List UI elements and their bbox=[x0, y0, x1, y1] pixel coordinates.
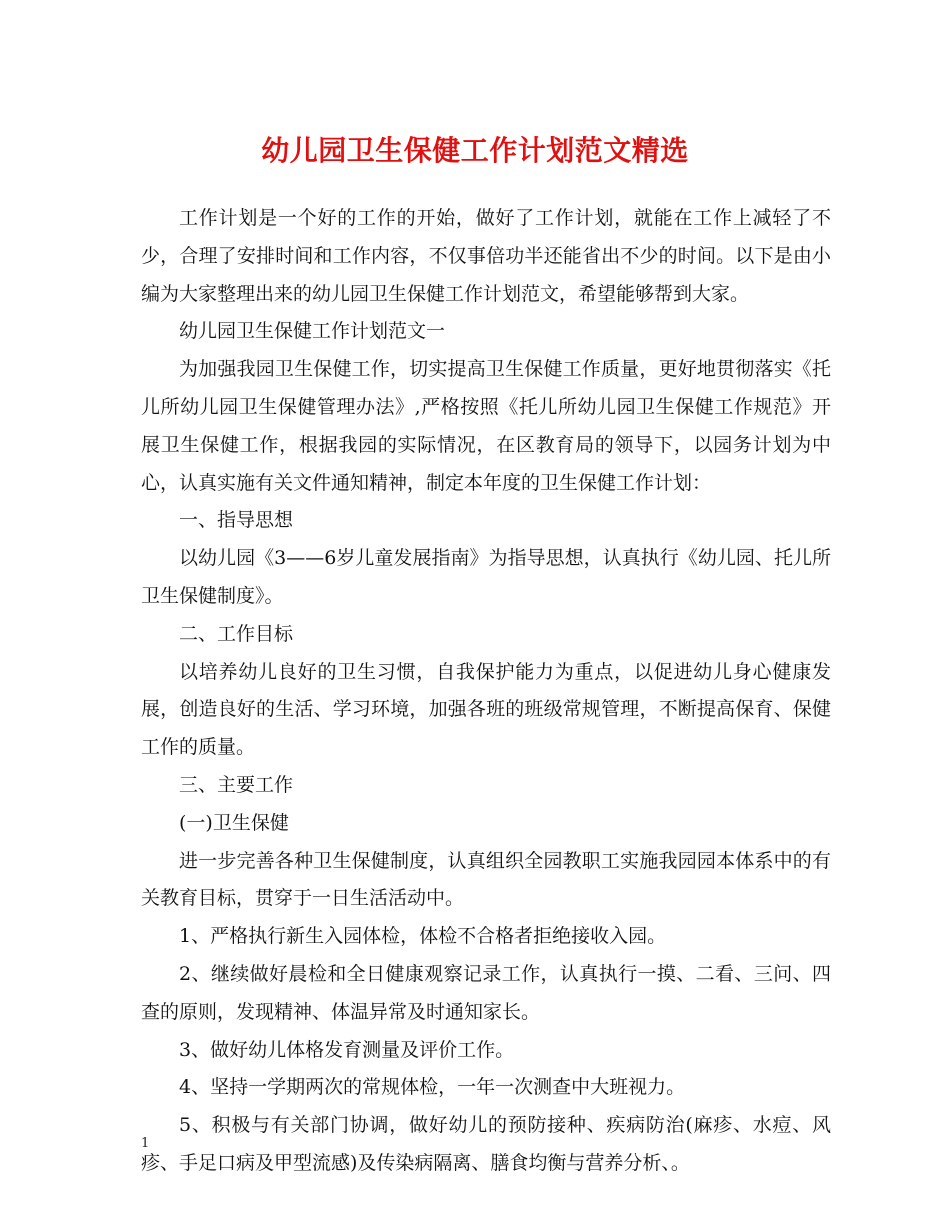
paragraph-guiding-thought: 以幼儿园《3——6岁儿童发展指南》为指导思想，认真执行《幼儿园、托儿所卫生保健制度》。 bbox=[141, 547, 831, 607]
section-heading-main-work: 三、主要工作 bbox=[179, 773, 294, 796]
paragraph-heading-sample-one: 幼儿园卫生保健工作计划范文一 bbox=[179, 320, 446, 343]
page-number: 1 bbox=[141, 1136, 150, 1151]
list-item-5: 5、积极与有关部门协调，做好幼儿的预防接种、疾病防治(麻疹、水痘、风疹、手足口病及甲型流感)及传染病隔离、膳食均衡与营养分析、。 bbox=[141, 1114, 831, 1174]
list-item-3: 3、做好幼儿体格发育测量及评价工作。 bbox=[179, 1038, 515, 1061]
section-heading-work-goals: 二、工作目标 bbox=[179, 622, 294, 645]
list-item-4: 4、坚持一学期两次的常规体检，一年一次测查中大班视力。 bbox=[179, 1076, 686, 1099]
document-title: 幼儿园卫生保健工作计划范文精选 bbox=[261, 134, 689, 167]
list-item-1: 1、严格执行新生入园体检，体检不合格者拒绝接收入园。 bbox=[179, 925, 667, 948]
paragraph-preamble: 为加强我园卫生保健工作，切实提高卫生保健工作质量，更好地贯彻落实《托儿所幼儿园卫生保健管理办法》,严格按照《托儿所幼儿园卫生保健工作规范》开展卫生保健工作，根据我园的实际情况，在区教育局的领导下，以园务计划为中心，认真实施有关文件通知精神，制定本年度的卫生保健工作计划： bbox=[141, 358, 831, 494]
list-item-2: 2、继续做好晨检和全日健康观察记录工作，认真执行一摸、二看、三问、四查的原则，发现精神、体温异常及时通知家长。 bbox=[141, 962, 831, 1023]
document-body bbox=[141, 200, 831, 1183]
subsection-heading-health-care: (一)卫生保健 bbox=[179, 811, 289, 834]
paragraph-work-goals: 以培养幼儿良好的卫生习惯，自我保护能力为重点，以促进幼儿身心健康发展，创造良好的生活、学习环境，加强各班的班级常规管理，不断提高保育、保健工作的质量。 bbox=[141, 660, 831, 759]
paragraph-intro: 工作计划是一个好的工作的开始，做好了工作计划，就能在工作上减轻了不少，合理了安排时间和工作内容，不仅事倍功半还能省出不少的时间。以下是由小编为大家整理出来的幼儿园卫生保健工作计划范文，希望能够帮到大家。 bbox=[141, 207, 831, 305]
paragraph-health-care-intro: 进一步完善各种卫生保健制度，认真组织全园教职工实施我园园本体系中的有关教育目标，贯穿于一日生活活动中。 bbox=[141, 849, 831, 910]
section-heading-guiding-thought: 一、指导思想 bbox=[179, 509, 294, 532]
